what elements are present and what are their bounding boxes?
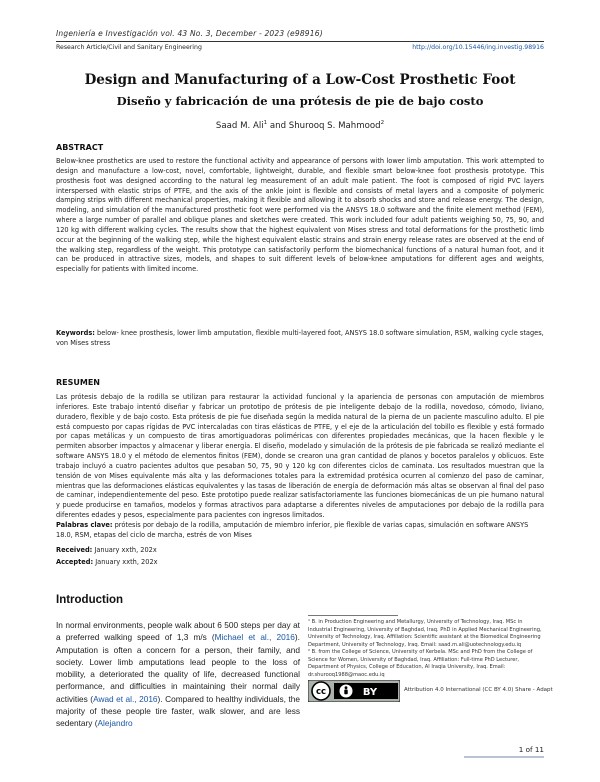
author-separator: and [267, 120, 289, 131]
received-date [56, 546, 157, 554]
accepted-value: January xxth, 202x [95, 558, 158, 566]
introduction-heading: Introduction [56, 594, 124, 606]
palabras-clave-label: Palabras clave: [56, 521, 113, 529]
page-footer-bar [464, 756, 544, 758]
citation-link[interactable]: Michael et al., 2016 [214, 632, 295, 643]
article-section: Research Article/Civil and Sanitary Engineering [56, 44, 202, 51]
cc-icon-label: cc [315, 687, 327, 698]
author-2-sup: 2 [380, 120, 385, 126]
author-1: Saad M. Ali [215, 120, 264, 131]
resumen-text: Las prótesis debajo de la rodilla se utilizan para restaurar la actividad funcional y la apariencia de personas con amputación de miembros inferiores. Este trabajo intentó diseñar y fabricar un prototipo de prótesis de pie inteligente debajo de la rodilla, novedoso, cómodo, liviano, duradero, flexible y de bajo costo. Esta prótesis de pie fue diseñada según la medida natural de la pierna de un paciente masculino adulto. El pie está compuesto por capas rígidas de PVC intercaladas con tiras elásticas de PTFE, y el eje de la articulación del tobillo es flexible y está formado por capas metálicas y un compuesto de tiras amortiguadoras poliméricas con diferentes propiedades mecánicas, que la hacen flexible y le permiten absorber impactos y almacenar y liberar energía. El diseño, modelado y simulación de la prótesis de pie fabricada se realizó mediante el software ANSYS 18.0 y el método de elementos finitos (FEM), donde se crearon una gran cantidad de planos y bocetos paralelos y oblicuos. Este trabajo incluyó a cuatro pacientes adultos que pesaban 50, 75, 90 y 120 kg con diferentes ciclos de caminata. Los resultados muestran que la tensión de von Mises equivalente más alta y las deformaciones totales para la extremidad protésica ocurren al comienzo del paso de caminar, mientras que las deformaciones elásticas equivalentes y las tasas de liberación de energía de deformación más altas se observan al final del paso de caminar, independientemente del peso. Este prototipo puede realizar satisfactoriamente las funciones biomecánicas de un pie humano natural y puede producirse en tamaños, modelos y formas atractivos para adaptarse a diferentes niveles de amputaciones por debajo de la rodilla para diferentes edades y pesos, especialmente para pacientes con ingresos limitados. [56, 393, 544, 520]
cc-by-license-badge[interactable] [308, 680, 400, 702]
license-text: Attribution 4.0 International (CC BY 4.0) Share - Adapt [404, 687, 553, 693]
intro-part-3: ). Compared to healthy individuals, the majority of these people tire faster, walk slower, and are less sedentary ( [56, 693, 300, 729]
resumen-keywords [56, 521, 544, 541]
introduction-text [56, 619, 300, 730]
received-label: Received: [56, 546, 93, 554]
author-1-sup: 1 [263, 120, 268, 126]
doi-link[interactable]: http://doi.org/10.15446/ing.investig.98916 [412, 44, 544, 51]
footnote-rule [308, 615, 398, 616]
journal-header: Ingeniería e Investigación vol. 43 No. 3, December - 2023 (e98916) [56, 29, 323, 38]
header-rule [56, 41, 544, 42]
abstract-heading: ABSTRACT [56, 143, 104, 152]
citation-link[interactable]: Alejandro [97, 718, 133, 729]
abstract-keywords [56, 329, 544, 349]
keywords-label: Keywords: [56, 329, 95, 337]
page-number: 1 of 11 [518, 745, 544, 754]
article-title: Design and Manufacturing of a Low-Cost Prosthetic Foot [84, 72, 516, 88]
intro-part-1: In normal environments, people walk about 6 500 steps per day at a preferred walking speed of 1,3 m/s ( [56, 620, 300, 643]
author-2: Shurooq S. Mahmood [288, 120, 381, 131]
abstract-text: Below-knee prosthetics are used to restore the functional activity and appearance of persons with lower limb amputation. This work attempted to design and manufacture a low-cost, novel, comfortable, lightweight, durable, and flexible smart below-knee foot prosthesis prototype. This prosthesis foot was designed according to the natural leg measurement of an adult male patient. The foot is composed of rigid PVC layers interspersed with elastic strips of PTFE, and the axis of the ankle joint is flexible and consists of metal layers and a composite of polymeric damping strips with different mechanical properties, making it flexible and allowing it to absorb shocks and store and release energy. The design, modeling, and simulation of the manufactured prosthetic foot were performed via the ANSYS 18.0 software and the finite element method (FEM), where a large number of parallel and oblique planes and sketches were created. This work included four adult patients weighing 50, 75, 90, and 120 kg with different walking cycles. The results show that the highest equivalent von Mises stress and total deformations for the prosthetic limb occur at the beginning of the walking step, while the highest equivalent elastic strains and strain energy release rates are observed at the end of the walking step, regardless of the weight. This prototype can satisfactorily perform the biomechanical functions of a natural human foot, and it can be produced in attractive sizes, models, and shapes to suit different levels of below-knee amputations for different ages and weights, especially for patients with limited income. [56, 157, 544, 274]
article-subtitle: Diseño y fabricación de una prótesis de pie de bajo costo [116, 94, 484, 108]
citation-link[interactable]: Awad et al., 2016 [93, 693, 158, 704]
intro-part-2: ). Amputation is often a concern for a person, their family, and society. Lower limb amputations lead people to the loss of mobility, a deteriorated the quality of life, decreased functional performance, and difficulties in maintaining their normal daily activities ( [56, 632, 300, 704]
accepted-date [56, 558, 158, 566]
authors [40, 120, 560, 131]
by-label: BY [362, 687, 378, 698]
palabras-clave-text: prótesis por debajo de la rodilla, amputación de miembro inferior, pie flexible de varias capas, simulación en software ANSYS 18.0, RSM, etapas del ciclo de marcha, estrés de von Mises [56, 521, 529, 539]
resumen-heading: RESUMEN [56, 378, 101, 387]
keywords-text: below- knee prosthesis, lower limb amputation, flexible multi-layered foot, ANSYS 18.0 software simulation, RSM, walking cycle stages, von Mises stress [56, 329, 544, 347]
footnote-1: ¹ B. in Production Engineering and Metallurgy, University of Technology, Iraq. MSc in Industrial Engineering, University of Baghdad, Iraq. PhD in Applied Mechanical Engineering, University of Technology, Iraq. Affiliation: Scientific assistant at the Biomedical Engineering Department, University of Technology, Iraq. Email: saad.m.ali@uotechnology.edu.iq [308, 619, 542, 648]
accepted-label: Accepted: [56, 558, 94, 566]
received-value: January xxth, 202x [94, 546, 157, 554]
footnote-2: ² B. from the College of Science, University of Kerbela. MSc and PhD from the College of Science for Women, University of Baghdad, Iraq. Affiliation: Full-time PhD Lecturer, Department of Physics, College of Education, Al Iraqia University, Iraq. Email: dr.shurooq1988@maoc.edu.iq [308, 649, 533, 678]
